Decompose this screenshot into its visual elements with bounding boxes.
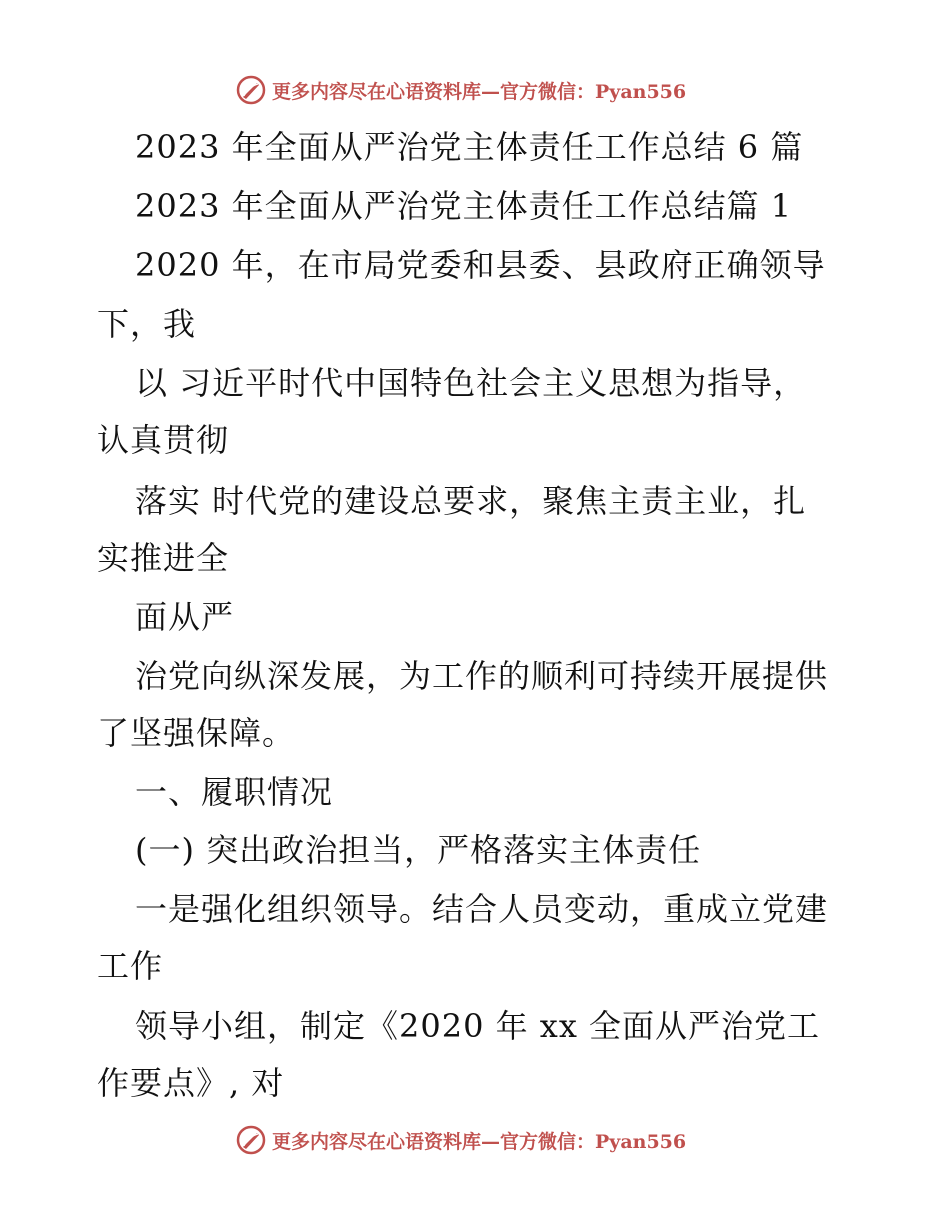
paragraph-line: 了坚强保障。 xyxy=(97,714,296,752)
heading-line: 一、履职情况 xyxy=(135,773,334,811)
watermark-header xyxy=(236,73,686,107)
watermark-text: 更多内容尽在心语资料库—官方微信：Pyan556 xyxy=(272,80,687,103)
watermark-text: 更多内容尽在心语资料库—官方微信：Pyan556 xyxy=(272,1130,687,1153)
paragraph-line: 认真贯彻 xyxy=(97,421,230,459)
paragraph-line: 一是强化组织领导。结合人员变动，重成立党建 xyxy=(135,890,829,928)
paragraph-line: 2020 年，在市局党委和县委、县政府正确领导 xyxy=(135,246,826,284)
paragraph-line: 实推进全 xyxy=(97,539,230,577)
watermark-footer xyxy=(236,1123,686,1157)
paragraph-line: 面从严 xyxy=(135,598,235,636)
paragraph-line: 以 习近平时代中国特色社会主义思想为指导， xyxy=(135,364,807,402)
quill-logo-icon xyxy=(236,75,266,105)
paragraph-line: 落实 时代党的建设总要求，聚焦主责主业，扎 xyxy=(135,482,807,520)
quill-logo-icon xyxy=(236,1125,266,1155)
paragraph-line: 下，我 xyxy=(97,305,197,343)
paragraph-line: 领导小组，制定《2020 年 xx 全面从严治党工 xyxy=(135,1007,821,1045)
paragraph-line: 工作 xyxy=(97,947,164,985)
paragraph-line: 作要点》, 对 xyxy=(97,1064,285,1102)
doc-title: 2023 年全面从严治党主体责任工作总结 6 篇 xyxy=(135,128,804,166)
subheading-line: (一) 突出政治担当，严格落实主体责任 xyxy=(135,831,702,869)
section-title: 2023 年全面从严治党主体责任工作总结篇 1 xyxy=(135,187,793,225)
paragraph-line: 治党向纵深发展，为工作的顺利可持续开展提供 xyxy=(135,657,829,695)
